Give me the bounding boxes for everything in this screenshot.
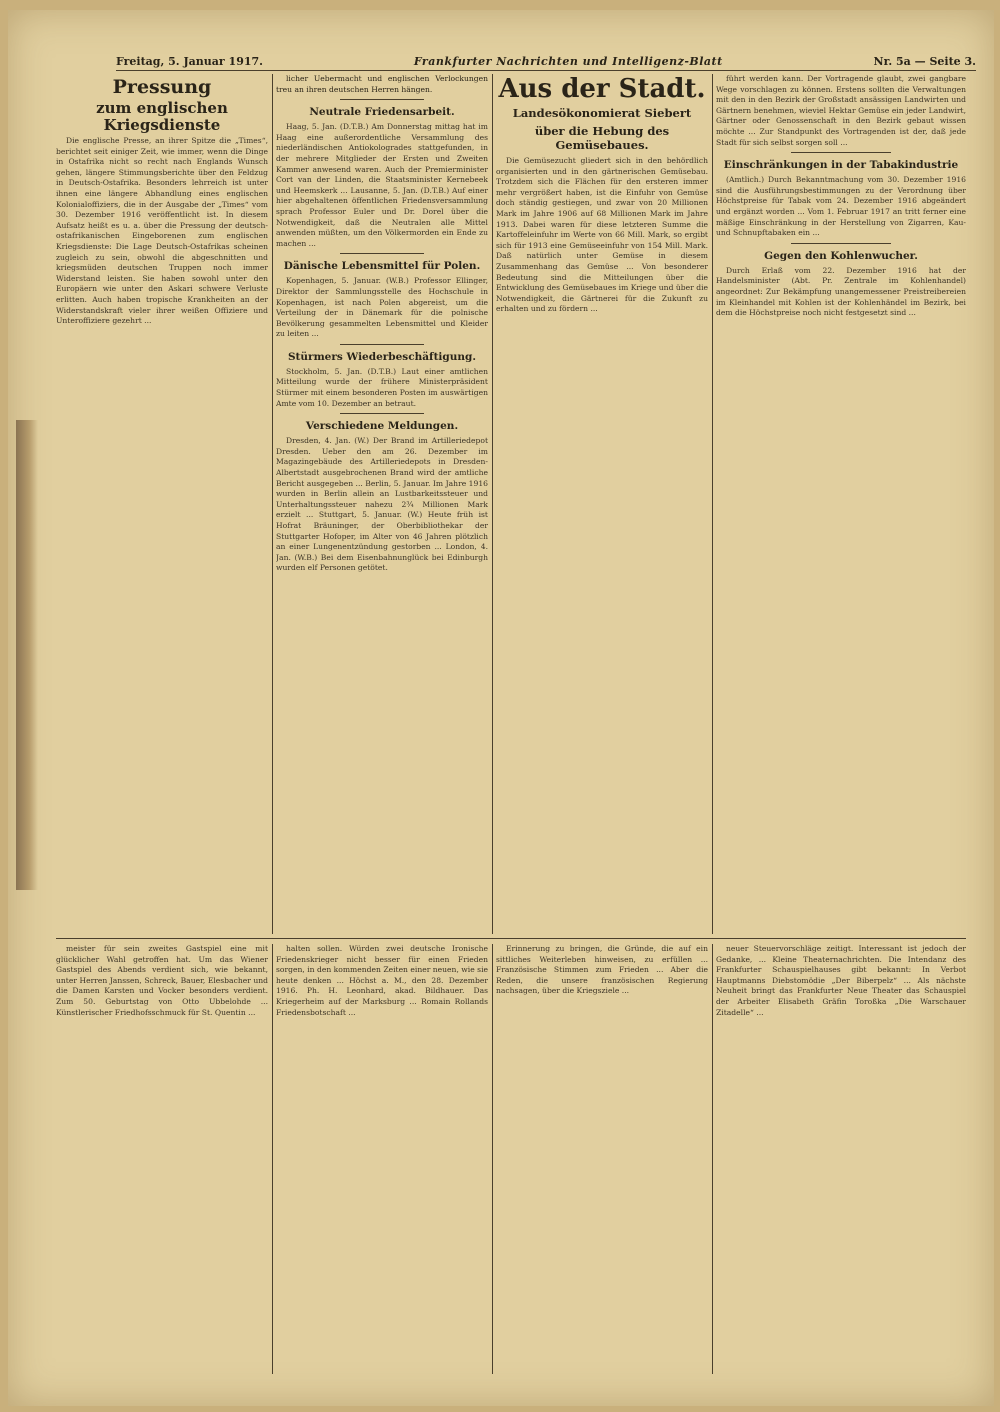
bottom-column-4 <box>716 944 966 1374</box>
section-title-verschiedene: Verschiedene Meldungen. <box>305 420 459 433</box>
bottom-column-3 <box>496 944 708 1374</box>
article-title-line1: Pressung <box>112 76 212 98</box>
section-title-neutrale: Neutrale Friedensarbeit. <box>309 106 455 119</box>
bottom-column-1 <box>56 944 268 1374</box>
article-subtitle-line1: Landesökonomierat Siebert <box>512 106 692 120</box>
section-body-neutrale: Haag, 5. Jan. (D.T.B.) Am Donnerstag mittag hat im Haag eine außerordentliche Versammlung des niederländischen Antiokologrades stattgefunden, in der mehrere Mitglieder der Ersten und Zweiten Kammer anwesend waren. Auch der Premierminister Cort van der Linden, die Staatsminister Kernebeek und Heemskerk ... Lausanne, 5. Jan. (D.T.B.) Auf einer hier abgehaltenen öffentlichen Friedensversammlung sprach Professor Euler und Dr. Dorel über die Notwendigkeit, daß die Neutralen alle Mittel anwenden müßten, um den Völkermorden ein Ende zu machen ... <box>276 122 488 248</box>
section-body-verschiedene: Dresden, 4. Jan. (W.) Der Brand im Artilleriedepot Dresden. Ueber den am 26. Dezember im Magazingebäude des Artilleriedepots in Dresden-Albertstadt ausgebrochenen Brand wird der amtliche Bericht ausgegeben ... Berlin, 5. Januar. Im Jahre 1916 wurden in Berlin allein an Lustbarkeitssteuer und Unterhaltungssteuer nahezu 2¾ Millionen Mark erzielt ... Stuttgart, 5. Januar. (W.) Heute früh ist Hofrat Bräuninger, der Oberbibliothekar der Stuttgarter Hofoper, im Alter von 46 Jahren plötzlich an einer Lungenentzündung gestorben ... London, 4. Jan. (W.B.) Bei dem Eisenbahnunglück bei Edinburgh wurden elf Personen getötet. <box>276 436 488 573</box>
bottom-column-2 <box>276 944 488 1374</box>
section-title-aus-der-stadt: Aus der Stadt. <box>498 74 706 104</box>
article-subtitle-line2: über die Hebung des Gemüsebaues. <box>534 124 670 152</box>
column-4 <box>716 74 966 934</box>
bottom-text-4: neuer Steuervorschläge zeitigt. Interessant ist jedoch der Gedanke, ... Kleine Theaternachrichten. Die Intendanz des Frankfurter Schauspielhauses gibt bekannt: In Verbot Hauptmanns Diebstomödie „Der Biberpelz“ ... Als nächste Neuheit bringt das Frankfurter Neue Theater das Schauspiel der Arbeiter Elisabeth Gräfin Toroßka „Die Warschauer Zitadelle“ ... <box>716 944 966 1017</box>
newspaper-page <box>8 10 994 1406</box>
bottom-text-3: Erinnerung zu bringen, die Gründe, die auf ein sittliches Weiterleben hinweisen, zu erfüllen ... Französische Stimmen zum Frieden ... Aber die Reden, die unsere französischen Regierung nachsagen, über die Kriegsziele ... <box>496 944 708 996</box>
section-title-kohlenwucher: Gegen den Kohlenwucher. <box>764 249 918 262</box>
column-2-intro: licher Uebermacht und englischen Verlockungen treu an ihren deutschen Herren hängen. <box>276 74 488 94</box>
section-title-stuermer: Stürmers Wiederbeschäftigung. <box>287 350 477 363</box>
section-body-daenische: Kopenhagen, 5. Januar. (W.B.) Professor Ellinger, Direktor der Sammlungsstelle des Hochschule in Kopenhagen, ist nach Polen abgereist, um die Verteilung der in Dänemark für die polnische Bevölkerung gesammelten Lebensmittel und Kleider zu leiten ... <box>276 276 488 339</box>
header-masthead: Frankfurter Nachrichten und Intelligenz-Blatt <box>413 54 723 68</box>
article-body-gemuesebau: Die Gemüsezucht gliedert sich in den behördlich organisierten und in den gärtnerischen Gemüsebau. Trotzdem sich die Flächen für den ersteren immer mehr vergrößert haben, ist die Einfuhr von Gemüse doch ständig gestiegen, und zwar von 20 Millionen Mark im Jahre 1906 auf 68 Millionen Mark im Jahre 1913. Dabei waren für diese letzteren Summe die Kartoffeleinfuhr im Werte von 66 Mill. Mark, so ergibt sich für 1913 eine Gemüseeinfuhr von 154 Mill. Mark. Daß natürlich unter Gemüse in diesem Zusammenhang das Gemüse ... Von besonderer Bedeutung sind die Mitteilungen über die Entwicklung des Gemüsebaues im Kriege und über die Notwendigkeit, die Gärtnerei für die Zukunft zu erhalten und zu fördern ... <box>496 156 708 314</box>
section-body-stuermer: Stockholm, 5. Jan. (D.T.B.) Laut einer amtlichen Mitteilung wurde der frühere Ministerpräsident Stürmer mit einem besonderen Posten im auswärtigen Amte vom 10. Dezember an betraut. <box>276 366 488 408</box>
torn-edge <box>16 420 38 890</box>
bottom-text-1: meister für sein zweites Gastspiel eine mit glücklicher Wahl getroffen hat. Um das Wiener Gastspiel des Abends verdient sich, wie bekannt, unter Herren Janssen, Schreck, Bauer, Elesbacher und die Damen Karsten und Vocker besonders verdient. Zum 50. Geburtstag von Otto Ubbelohde ... Künstlerischer Friedhofsschmuck für St. Quentin ... <box>56 944 268 1017</box>
header-page-number: Nr. 5a — Seite 3. <box>873 54 976 68</box>
section-title-daenische: Dänische Lebensmittel für Polen. <box>283 260 481 273</box>
column-2 <box>276 74 488 934</box>
running-header <box>116 52 976 71</box>
bottom-text-2: halten sollen. Würden zwei deutsche Ironische Friedenskrieger nicht besser für einen Frieden sorgen, in den kommenden Zeiten einer neuen, wie sie heute denken ... Höchst a. M., den 28. Dezember 1916. Ph. H. Leonhard, akad. Bildhauer. Das Kriegerheim auf der Marksburg ... Romain Rollands Friedensbotschaft ... <box>276 944 488 1017</box>
header-date: Freitag, 5. Januar 1917. <box>116 54 263 68</box>
section-title-tabakindustrie: Einschränkungen in der Tabakindustrie <box>723 159 959 172</box>
column-1 <box>56 74 268 934</box>
section-body-tabakindustrie: (Amtlich.) Durch Bekanntmachung vom 30. Dezember 1916 sind die Ausführungsbestimmungen zu der Verordnung über Höchstpreise für Tabak vom 24. Dezember 1916 abgeändert und ergänzt worden ... Vom 1. Februar 1917 an tritt ferner eine mäßige Einschränkung in der Herstellung von Zigarren, Kau- und Schnupftabaken ein ... <box>716 175 966 238</box>
section-body-kohlenwucher: Durch Erlaß vom 22. Dezember 1916 hat der Handelsminister (Abt. Pr. Zentrale im Kohlenhandel) angeordnet: Zur Bekämpfung unangemessener Preistreibereien im Kleinhandel mit Kohlen ist der Kohlenhändel im Bezirk, bei dem die Höchstpreise noch nicht festgesetzt sind ... <box>716 265 966 318</box>
article-title-line2: zum englischen Kriegsdienste <box>96 99 228 134</box>
article-body: Die englische Presse, an ihrer Spitze die „Times“, berichtet seit einiger Zeit, wie immer, wenn die Dinge in Ostafrika nicht so recht nach Englands Wunsch gehen, längere Stimmungsberichte über den Feldzug in Deutsch-Ostafrika. Besonders lehrreich ist unter ihnen eine längere Abhandlung eines englischen Kolonialoffiziers, die in der Ausgabe der „Times“ vom 30. Dezember 1916 veröffentlicht ist. In diesem Aufsatz heißt es u. a. über die Pressung der deutsch-ostafrikanischen Eingeborenen zum englischen Kriegsdienste: Die Lage Deutsch-Ostafrikas scheinen zugleich zu sein, obwohl die abgeschnitten und kriegsmüden deutschen Truppen noch immer Widerstand leisten. Sie haben sowohl unter den Europäern wie unter den Askari schwere Verluste erlitten. Auch haben tropische Krankheiten an der Widerstandskraft vieler ihrer weißen Offiziere und Unteroffiziere gezehrt ... <box>56 136 268 326</box>
column-3 <box>496 74 708 934</box>
article-continuation: führt werden kann. Der Vortragende glaubt, zwei gangbare Wege vorschlagen zu können. Erstens sollten die Verwaltungen mit den in den Bezirk der Großstadt ansässigen Landwirten und Gärtnern benehmen, wieviel Hektar Gemüse ein jeder Landwirt, Gärtner oder Genossenschaft in den Bezirk gebaut wissen möchte ... Zur Standpunkt des Vortragenden ist der, daß jede Stadt für sich selbst sorgen soll ... <box>716 74 966 147</box>
